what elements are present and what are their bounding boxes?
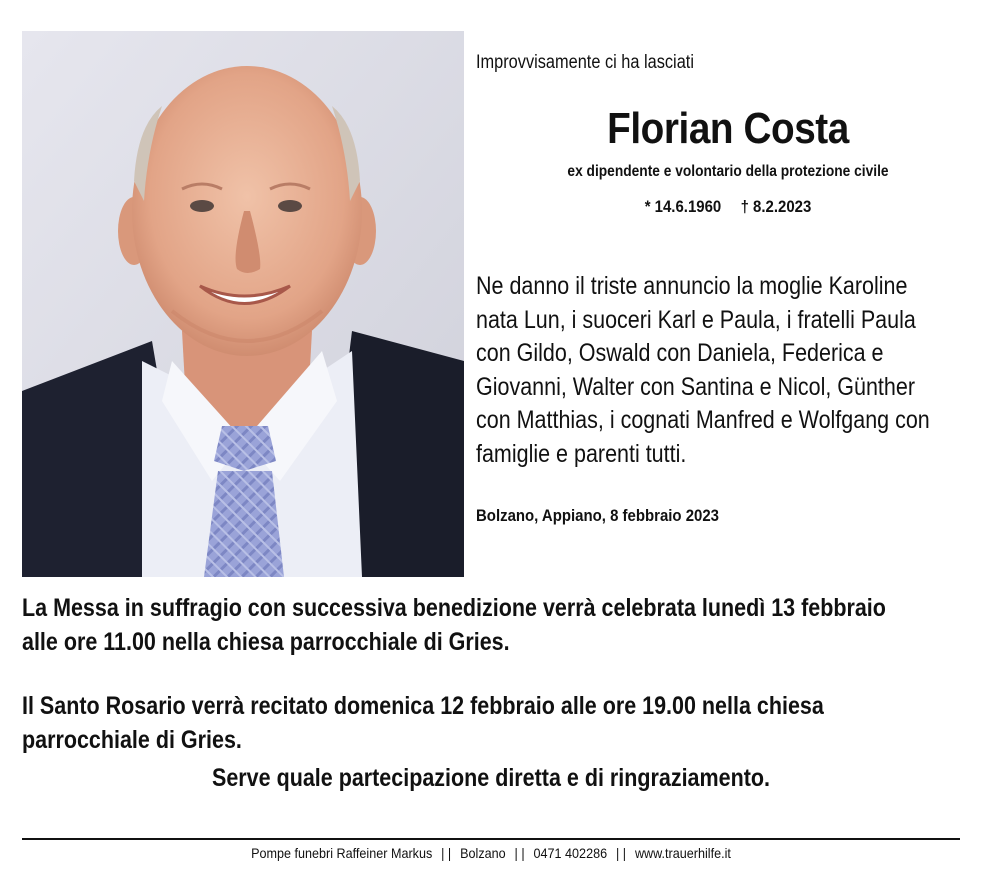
- footer: [49, 845, 933, 861]
- announcement-line: famiglie e parenti tutti.: [476, 439, 687, 468]
- intro-text: Improvvisamente ci ha lasciati: [476, 52, 694, 73]
- mass-info: [22, 591, 982, 659]
- announcement-line: Ne danno il triste annuncio la moglie Karoline: [476, 272, 908, 300]
- rosary-line: Il Santo Rosario verrà recitato domenica 12 febbraio alle ore 19.00 nella chiesa: [22, 692, 824, 720]
- rosary-line: parrocchiale di Gries.: [22, 726, 242, 754]
- announcement-line: nata Lun, i suoceri Karl e Paula, i fratelli Paula: [476, 305, 916, 334]
- portrait-photo-icon: [22, 31, 464, 577]
- footer-website[interactable]: www.trauerhilfe.it: [634, 845, 731, 861]
- announcement-line: Giovanni, Walter con Santina e Nicol, Günther: [476, 372, 915, 401]
- closing-text: Serve quale partecipazione diretta e di ringraziamento.: [212, 764, 770, 792]
- announcement-line: con Matthias, i cognati Manfred e Wolfgang con: [476, 406, 930, 434]
- portrait-photo: [22, 31, 464, 577]
- rosary-info: [22, 689, 954, 757]
- deceased-name: Florian Costa: [607, 104, 849, 153]
- footer-divider: [22, 838, 960, 840]
- place-date: Bolzano, Appiano, 8 febbraio 2023: [476, 506, 720, 525]
- footer-separator: | |: [616, 845, 627, 861]
- footer-phone: 0471 402286: [533, 845, 608, 861]
- mass-line: alle ore 11.00 nella chiesa parrocchiale di Gries.: [22, 628, 510, 656]
- footer-company: Pompe funebri Raffeiner Markus: [251, 845, 433, 861]
- announcement-text: [476, 270, 960, 480]
- mass-line: La Messa in suffragio con successiva benedizione verrà celebrata lunedì 13 febbraio: [22, 594, 886, 622]
- footer-city: Bolzano: [460, 845, 506, 861]
- announcement-line: con Gildo, Oswald con Daniela, Federica e: [476, 339, 884, 367]
- footer-separator: | |: [514, 845, 525, 861]
- death-date: † 8.2.2023: [740, 197, 812, 216]
- birth-date: * 14.6.1960: [644, 197, 722, 216]
- footer-separator: | |: [441, 845, 452, 861]
- deceased-role: ex dipendente e volontario della protezione civile: [567, 163, 889, 180]
- life-dates: [510, 197, 946, 217]
